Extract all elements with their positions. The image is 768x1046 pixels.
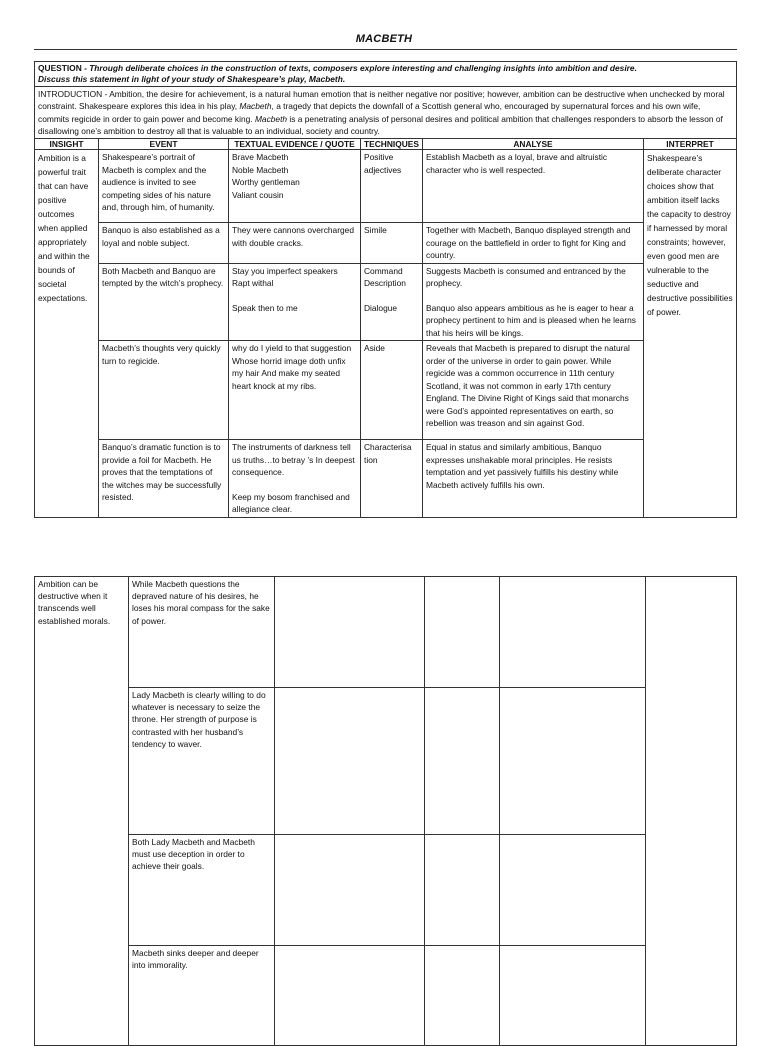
analyse-cell (500, 577, 646, 688)
quote-line: Keep my bosom franchised and allegiance clear. (232, 491, 350, 515)
table-row (35, 341, 737, 440)
analyse-cell (500, 946, 646, 1046)
header-event: EVENT (99, 139, 229, 150)
event-cell: Banquo is also established as a loyal and noble subject. (99, 223, 229, 264)
introduction-text-a: Ambition, the desire for achievement, is a natural human emotion that is neither negative nor positive; however, ambition can be destructive when unchecked by moral constraint. Shakespeare explores this idea in his play, (38, 89, 725, 112)
quote-cell (229, 263, 361, 341)
technique-cell: Characterisa tion (361, 440, 423, 518)
event-cell: Macbeth’s thoughts very quickly turn to regicide. (99, 341, 229, 440)
quote-line: Speak then to me (232, 302, 298, 313)
quote-cell (229, 440, 361, 518)
quote-cell: why do I yield to that suggestion Whose horrid image doth unfix my hair And make my seated heart knock at my ribs. (229, 341, 361, 440)
technique-line: Dialogue (364, 302, 398, 313)
event-cell: Banquo’s dramatic function is to provide a foil for Macbeth. He proves that the temptations of the witches may be successfully resisted. (99, 440, 229, 518)
header-row (35, 139, 737, 150)
introduction-row (35, 87, 737, 139)
technique-cell (425, 688, 500, 835)
introduction-text-c: is a penetrating analysis of personal desires and political ambition that challenges responders to absorb the lesson of disallowing one’s ambition to destroy all that is valuable to an individual, society and country. (38, 113, 723, 136)
analyse-cell: Equal in status and similarly ambitious, Banquo expresses unshakable moral principles. He resists temptation and yet passively fulfills his destiny while Macbeth actively fulfills his own. (423, 440, 644, 518)
analyse-cell (500, 688, 646, 835)
quote-cell (275, 688, 425, 835)
title-rule (34, 49, 737, 50)
quote-cell (275, 835, 425, 946)
quote-cell: They were cannons overcharged with double cracks. (229, 223, 361, 264)
quote-line: Valiant cousin (232, 189, 284, 200)
event-cell: While Macbeth questions the depraved nature of his desires, he loses his moral compass for the sake of power. (129, 577, 275, 688)
technique-cell (361, 263, 423, 341)
analyse-cell: Establish Macbeth as a loyal, brave and altruistic character who is well respected. (423, 150, 644, 223)
analyse-cell (423, 263, 644, 341)
technique-line: Command (364, 265, 403, 276)
analyse-cell: Reveals that Macbeth is prepared to disrupt the natural order of the universe in order to gain power. While regicide was a common occurrence in 11th century Scotland, it was not common in early 17th century England. The Divine Right of Kings said that monarchs were God’s appointed representatives on earth, so rebellion was treason and sin against God. (423, 341, 644, 440)
interpret-cell (646, 577, 737, 1046)
question-text: Through deliberate choices in the construction of texts, composers explore interesting and challenging insights into ambition and desire. (89, 63, 637, 73)
event-cell: Both Macbeth and Banquo are tempted by the witch’s prophecy. (99, 263, 229, 341)
question-label: QUESTION - (38, 63, 90, 73)
quote-line: Worthy gentleman (232, 177, 300, 188)
table-row (35, 263, 737, 341)
header-interpret: INTERPRET (644, 139, 737, 150)
analyse-para: Banquo also appears ambitious as he is eager to hear a prophecy pertinent to him and is pleased when he learns that his heirs will be kings. (426, 302, 636, 338)
header-insight: INSIGHT (35, 139, 99, 150)
continuation-table-section (34, 576, 736, 1046)
quote-line: Noble Macbeth (232, 164, 289, 175)
header-quote: TEXTUAL EVIDENCE / QUOTE (229, 139, 361, 150)
introduction-text-b: , a tragedy that depicts the downfall of a Scottish general who, encouraged by supernatural forces and his own wife, commits regicide in order to gain power and become king. (38, 101, 701, 124)
quote-line: Brave Macbeth (232, 152, 289, 163)
table-row (35, 577, 737, 688)
technique-cell (425, 946, 500, 1046)
introduction-cell (35, 87, 737, 139)
quote-cell (229, 150, 361, 223)
introduction-label: INTRODUCTION - (38, 89, 110, 99)
quote-cell (275, 577, 425, 688)
event-cell: Lady Macbeth is clearly willing to do whatever is necessary to seize the throne. Her strength of purpose is contrasted with her husband’s tendency to waver. (129, 688, 275, 835)
technique-cell: Simile (361, 223, 423, 264)
header-analyse: ANALYSE (423, 139, 644, 150)
table-row (35, 440, 737, 518)
quote-line: Rapt withal (232, 278, 274, 289)
quote-cell (275, 946, 425, 1046)
technique-cell: Aside (361, 341, 423, 440)
table-row (35, 835, 737, 946)
introduction-play-title-2: Macbeth (254, 113, 288, 124)
table-row (35, 150, 737, 223)
insight-cell: Ambition is a powerful trait that can have positive outcomes when applied appropriately and within the bounds of societal expectations. (35, 150, 99, 518)
event-cell: Both Lady Macbeth and Macbeth must use deception in order to achieve their goals. (129, 835, 275, 946)
technique-cell (425, 577, 500, 688)
quote-line: The instruments of darkness tell us truths…to betray ’s In deepest consequence. (232, 442, 355, 478)
main-table-section (34, 61, 736, 518)
technique-line: Description (364, 278, 406, 289)
analyse-para: Suggests Macbeth is consumed and entranced by the prophecy. (426, 265, 626, 289)
table-row (35, 223, 737, 264)
analyse-cell: Together with Macbeth, Banquo displayed strength and courage on the battlefield in order to fight for King and country. (423, 223, 644, 264)
insight-cell: Ambition can be destructive when it transcends well established morals. (35, 577, 129, 1046)
table-row (35, 688, 737, 835)
question-cell (35, 62, 737, 87)
technique-cell: Positive adjectives (361, 150, 423, 223)
interpret-cell: Shakespeare’s deliberate character choices show that ambition itself lacks the capacity to destroy if harnessed by moral constraints; however, even good men are vulnerable to the seductive and destructive possibilities of power. (644, 150, 737, 518)
event-cell: Shakespeare’s portrait of Macbeth is complex and the audience is invited to see competing sides of his nature and, through him, of humanity. (99, 150, 229, 223)
continuation-table (34, 576, 737, 1046)
quote-line: Stay you imperfect speakers (232, 265, 338, 276)
technique-cell (425, 835, 500, 946)
header-techniques: TECHNIQUES (361, 139, 423, 150)
page-title: MACBETH (355, 33, 413, 45)
table-row (35, 946, 737, 1046)
analyse-cell (500, 835, 646, 946)
introduction-play-title: Macbeth (239, 101, 272, 112)
event-cell: Macbeth sinks deeper and deeper into immorality. (129, 946, 275, 1046)
question-row (35, 62, 737, 87)
question-text-line2: Discuss this statement in light of your study of Shakespeare’s play, Macbeth. (38, 74, 346, 84)
analysis-table (34, 61, 737, 518)
